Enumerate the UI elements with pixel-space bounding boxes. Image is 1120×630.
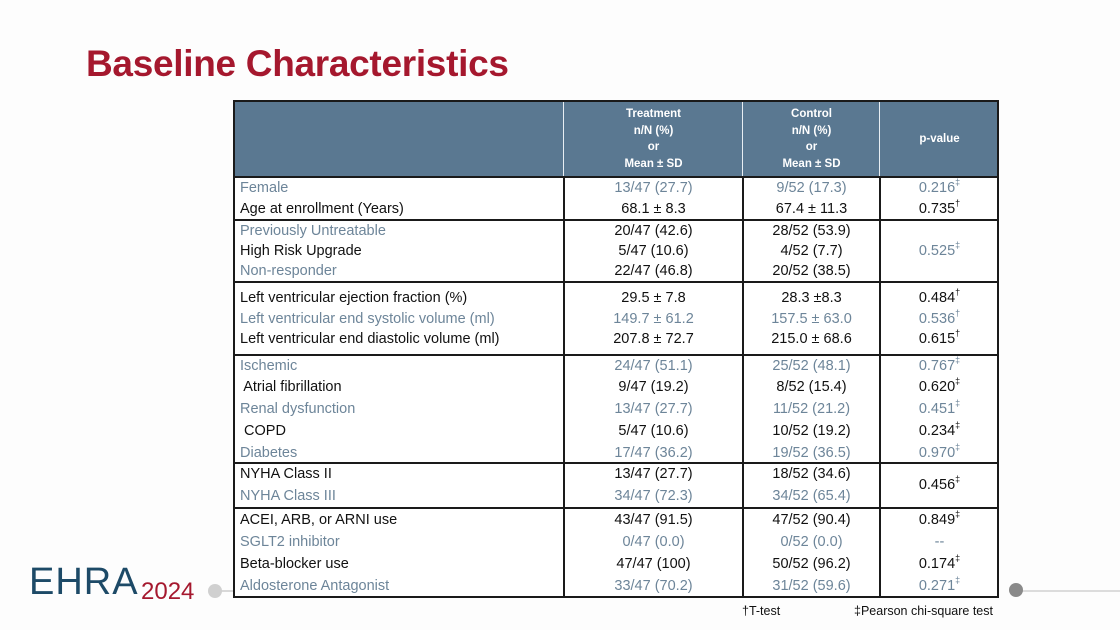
baseline-table	[233, 100, 999, 598]
control-value: 215.0 ± 68.6	[771, 331, 852, 347]
row-label: Age at enrollment (Years)	[240, 201, 404, 217]
group-divider	[235, 281, 997, 283]
p-number: 0.735	[918, 201, 956, 217]
double-dagger-marker: ‡	[854, 604, 861, 618]
row-label: Female	[240, 180, 289, 196]
treatment-value: 17/47 (36.2)	[614, 445, 693, 461]
p-value	[880, 309, 999, 329]
decorative-dot	[1009, 583, 1023, 597]
test-marker: †	[955, 198, 961, 208]
control-value: 157.5 ± 63.0	[771, 311, 852, 327]
treatment-value: 207.8 ± 72.7	[613, 331, 694, 347]
p-value	[880, 377, 999, 397]
treatment-value: 0/47 (0.0)	[622, 534, 685, 550]
test-marker: ‡	[955, 420, 961, 430]
decorative-rule	[1010, 590, 1120, 592]
test-marker: ‡	[955, 442, 961, 452]
test-marker: †	[955, 328, 961, 338]
p-number: --	[934, 534, 945, 550]
test-marker: †	[955, 308, 961, 318]
row-label: Non-responder	[240, 263, 337, 279]
p-value	[880, 178, 999, 198]
treatment-value: 24/47 (51.1)	[614, 358, 693, 374]
header-treatment-line3: or	[647, 141, 660, 153]
row-label: Left ventricular end diastolic volume (ml)	[240, 331, 500, 347]
row-label: Previously Untreatable	[240, 223, 386, 239]
p-number: 0.536	[918, 311, 956, 327]
row-label: Ischemic	[240, 358, 298, 374]
p-value	[880, 356, 999, 376]
table-row	[235, 261, 997, 281]
decorative-dot	[208, 584, 222, 598]
treatment-value: 5/47 (10.6)	[618, 423, 689, 439]
row-label: Aldosterone Antagonist	[240, 578, 390, 594]
header-control-line3: or	[805, 141, 818, 153]
footnote-text: Pearson chi-square test	[860, 604, 993, 618]
treatment-value: 43/47 (91.5)	[614, 512, 693, 528]
group-divider	[235, 507, 997, 509]
control-value: 8/52 (15.4)	[776, 379, 847, 395]
p-number: 0.234	[918, 423, 956, 439]
treatment-value: 9/47 (19.2)	[618, 379, 689, 395]
p-value-merged	[880, 241, 999, 261]
row-label: ACEI, ARB, or ARNI use	[240, 512, 398, 528]
table-row	[235, 288, 997, 308]
control-value: 28/52 (53.9)	[772, 223, 851, 239]
p-value	[880, 399, 999, 419]
p-number: 0.484	[918, 290, 956, 306]
treatment-value: 5/47 (10.6)	[618, 243, 689, 259]
p-value	[880, 199, 999, 219]
table-row	[235, 421, 997, 441]
control-value: 10/52 (19.2)	[772, 423, 851, 439]
p-number: 0.174	[918, 556, 956, 572]
row-label: NYHA Class III	[240, 488, 336, 504]
footnote-ttest	[742, 604, 780, 618]
treatment-value: 13/47 (27.7)	[614, 180, 693, 196]
p-number: 0.849	[918, 512, 956, 528]
test-marker: ‡	[955, 575, 961, 585]
control-value: 19/52 (36.5)	[772, 445, 851, 461]
treatment-value: 149.7 ± 61.2	[613, 311, 694, 327]
control-value: 18/52 (34.6)	[772, 466, 851, 482]
control-value: 9/52 (17.3)	[776, 180, 847, 196]
header-control-line1: Control	[791, 108, 832, 120]
table-row	[235, 576, 997, 596]
p-number: 0.451	[918, 401, 956, 417]
control-value: 4/52 (7.7)	[780, 243, 843, 259]
header-divider	[879, 102, 880, 176]
test-marker: †	[955, 287, 961, 297]
p-value-merged	[880, 475, 999, 495]
table-row	[235, 399, 997, 419]
footnote-chisquare	[854, 604, 993, 618]
slide-title: Baseline Characteristics	[86, 43, 509, 84]
p-number: 0.615	[918, 331, 956, 347]
row-label: NYHA Class II	[240, 466, 332, 482]
header-treatment-line1: Treatment	[626, 108, 681, 120]
treatment-value: 47/47 (100)	[616, 556, 691, 572]
p-value	[880, 576, 999, 596]
table-row	[235, 309, 997, 329]
p-number: 0.271	[918, 578, 956, 594]
row-label: High Risk Upgrade	[240, 243, 362, 259]
treatment-value: 13/47 (27.7)	[614, 401, 693, 417]
header-divider	[742, 102, 743, 176]
p-number: 0.970	[918, 445, 956, 461]
test-marker: ‡	[955, 376, 961, 386]
table-row	[235, 510, 997, 530]
footnote-text: T-test	[748, 604, 781, 618]
treatment-value: 34/47 (72.3)	[614, 488, 693, 504]
control-value: 47/52 (90.4)	[772, 512, 851, 528]
test-marker: ‡	[955, 553, 961, 563]
table-row	[235, 532, 997, 552]
p-number: 0.525	[918, 243, 956, 259]
row-label: Left ventricular ejection fraction (%)	[240, 290, 468, 306]
table-row	[235, 199, 997, 219]
control-value: 34/52 (65.4)	[772, 488, 851, 504]
table-row	[235, 443, 997, 463]
p-number: 0.216	[918, 180, 956, 196]
row-label: Renal dysfunction	[240, 401, 356, 417]
control-value: 67.4 ± 11.3	[775, 201, 848, 217]
treatment-value: 68.1 ± 8.3	[621, 201, 686, 217]
test-marker: ‡	[955, 177, 961, 187]
treatment-value: 33/47 (70.2)	[614, 578, 693, 594]
control-value: 50/52 (96.2)	[772, 556, 851, 572]
treatment-value: 29.5 ± 7.8	[621, 290, 686, 306]
control-value: 11/52 (21.2)	[772, 401, 851, 417]
test-marker: ‡	[955, 355, 961, 365]
logo-ehra-text: EHRA	[29, 561, 139, 603]
header-control-line2: n/N (%)	[791, 124, 832, 137]
p-number: 0.767	[918, 358, 956, 374]
p-value	[880, 532, 999, 552]
control-value: 31/52 (59.6)	[772, 578, 851, 594]
header-treatment	[564, 102, 743, 176]
treatment-value: 13/47 (27.7)	[614, 466, 693, 482]
control-value: 28.3 ±8.3	[781, 290, 842, 306]
row-label: Diabetes	[240, 445, 298, 461]
treatment-value: 22/47 (46.8)	[614, 263, 693, 279]
ehra-logo	[29, 561, 195, 606]
header-treatment-line4: Mean ± SD	[624, 157, 683, 170]
control-value: 20/52 (38.5)	[772, 263, 851, 279]
p-number: 0.456	[918, 477, 956, 493]
p-value	[880, 510, 999, 530]
dagger-marker: †	[742, 604, 749, 618]
header-pvalue	[880, 102, 999, 176]
header-divider	[563, 102, 564, 176]
p-value	[880, 421, 999, 441]
header-treatment-line2: n/N (%)	[633, 124, 674, 137]
table-row	[235, 356, 997, 376]
header-pvalue-label: p-value	[919, 132, 960, 145]
row-label: SGLT2 inhibitor	[240, 534, 340, 550]
p-value	[880, 443, 999, 463]
test-marker: ‡	[955, 474, 961, 484]
row-label: Beta-blocker use	[240, 556, 349, 572]
control-value: 0/52 (0.0)	[780, 534, 843, 550]
p-number: 0.620	[918, 379, 956, 395]
test-marker: ‡	[955, 398, 961, 408]
p-value	[880, 329, 999, 349]
treatment-value: 20/47 (42.6)	[614, 223, 693, 239]
p-value	[880, 554, 999, 574]
table-row	[235, 554, 997, 574]
header-control	[743, 102, 880, 176]
table-header	[235, 102, 997, 178]
logo-year-text: 2024	[141, 578, 195, 605]
row-label: Left ventricular end systolic volume (ml)	[240, 311, 495, 327]
test-marker: ‡	[955, 509, 961, 519]
control-value: 25/52 (48.1)	[772, 358, 851, 374]
table-row	[235, 178, 997, 198]
row-label: COPD	[240, 423, 286, 439]
header-control-line4: Mean ± SD	[782, 157, 841, 170]
row-label: Atrial fibrillation	[240, 379, 342, 395]
p-value	[880, 288, 999, 308]
table-row	[235, 377, 997, 397]
table-row	[235, 221, 997, 241]
table-row	[235, 329, 997, 349]
test-marker: ‡	[955, 240, 961, 250]
